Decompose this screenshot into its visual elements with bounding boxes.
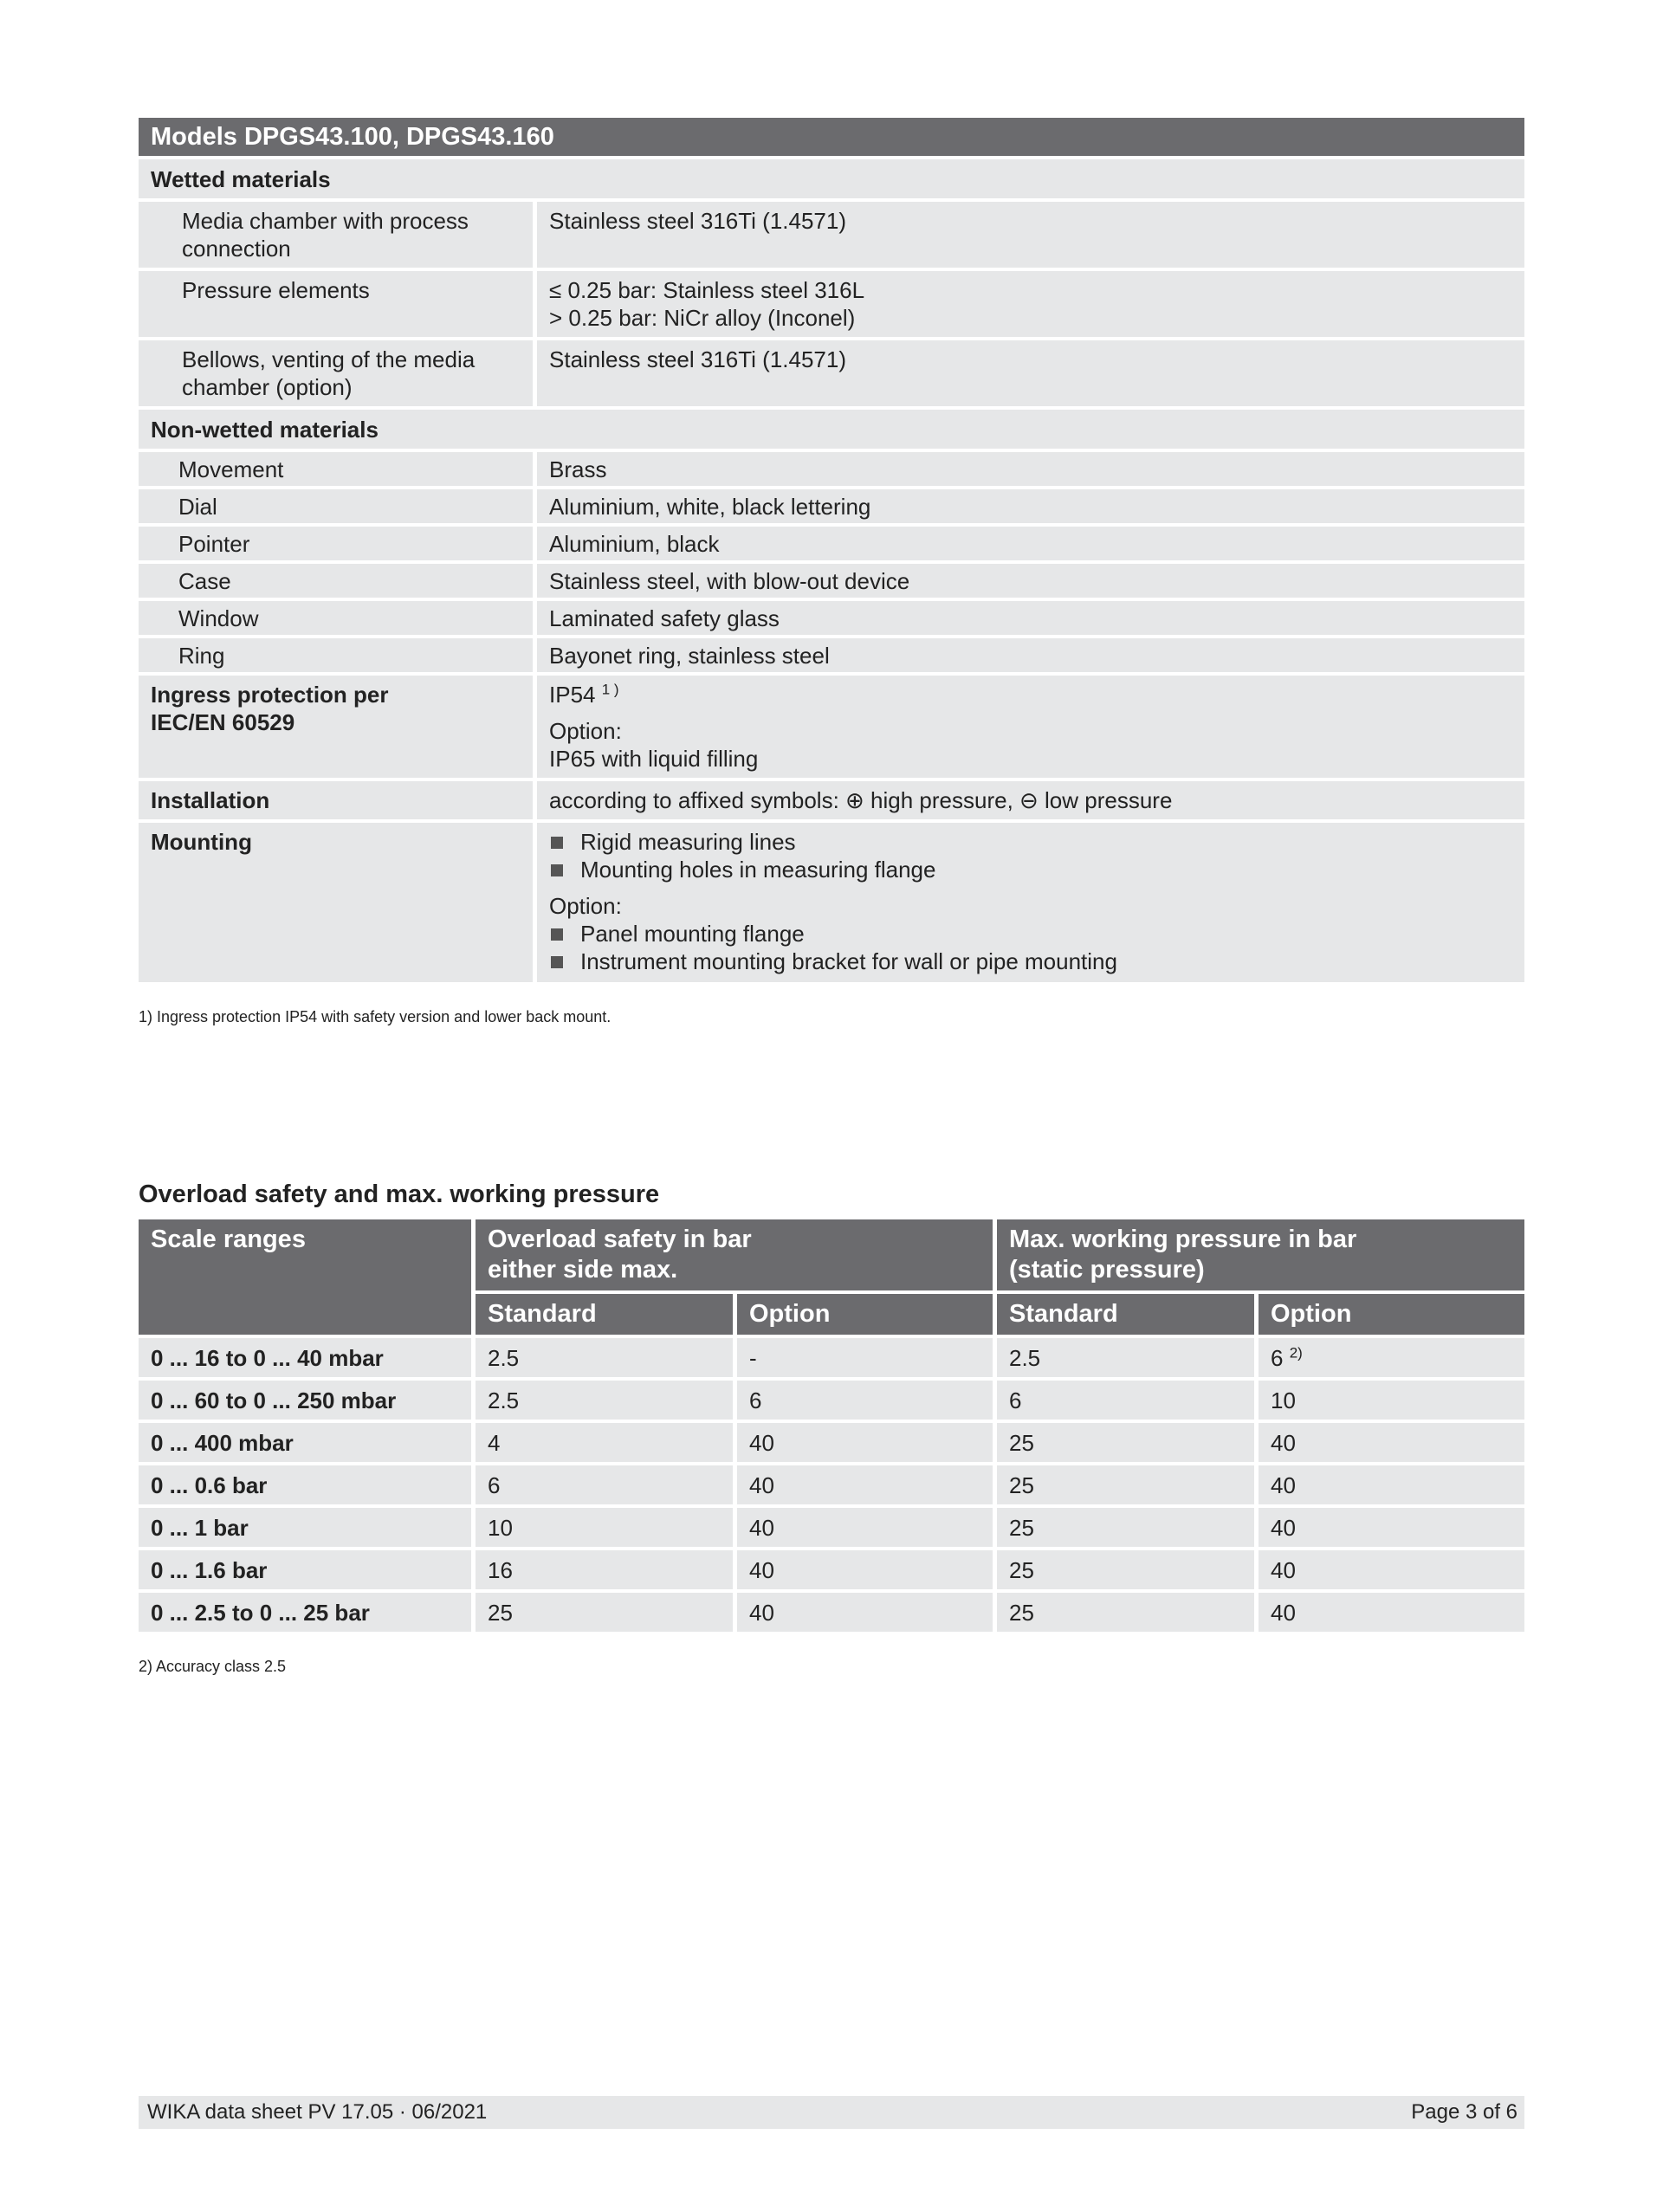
value-line: ≤ 0.25 bar: Stainless steel 316L bbox=[549, 277, 865, 303]
table-cell: 6 bbox=[733, 1381, 993, 1420]
table-row bbox=[139, 1423, 1524, 1462]
table-cell: 10 bbox=[471, 1508, 733, 1547]
row-label: Media chamber with process connection bbox=[139, 202, 537, 268]
row-label: Pointer bbox=[139, 527, 537, 560]
row-label: Pressure elements bbox=[139, 271, 537, 337]
row-value bbox=[537, 676, 1524, 778]
option-label: Option: bbox=[549, 718, 622, 744]
footnote: 1) Ingress protection IP54 with safety version and lower back mount. bbox=[139, 1008, 611, 1025]
header-line: Overload safety in bar bbox=[488, 1226, 752, 1253]
table-cell: - bbox=[733, 1338, 993, 1377]
footnote-ref: 1 ) bbox=[601, 681, 619, 698]
row-value: Stainless steel 316Ti (1.4571) bbox=[537, 202, 1524, 268]
list-item: Rigid measuring lines bbox=[549, 828, 1512, 856]
list-item: Panel mounting flange bbox=[549, 920, 1512, 948]
scale-range: 0 ... 0.6 bar bbox=[139, 1465, 471, 1504]
table-cell: 25 bbox=[993, 1423, 1254, 1462]
row-value: according to affixed symbols: ⊕ high pressure, ⊖ low pressure bbox=[537, 781, 1524, 819]
row-label: Movement bbox=[139, 452, 537, 486]
wetted-heading: Wetted materials bbox=[139, 159, 1524, 198]
list-item: Instrument mounting bracket for wall or pipe mounting bbox=[549, 948, 1512, 975]
table-cell: 40 bbox=[1254, 1423, 1524, 1462]
table-row bbox=[139, 1550, 1524, 1589]
table-row bbox=[139, 452, 1524, 486]
table-cell: 40 bbox=[733, 1508, 993, 1547]
page-content bbox=[139, 118, 1524, 1676]
table-cell: 40 bbox=[1254, 1593, 1524, 1632]
column-header: Option bbox=[733, 1294, 993, 1335]
row-value bbox=[537, 271, 1524, 337]
table-cell: 2.5 bbox=[471, 1338, 733, 1377]
table-cell: 25 bbox=[993, 1508, 1254, 1547]
materials-table bbox=[139, 114, 1524, 986]
row-label: Window bbox=[139, 601, 537, 635]
table-row bbox=[139, 638, 1524, 672]
row-value: Aluminium, black bbox=[537, 527, 1524, 560]
section-heading: Overload safety and max. working pressure bbox=[139, 1180, 660, 1208]
table-row bbox=[139, 271, 1524, 337]
option-value: IP65 with liquid filling bbox=[549, 746, 759, 772]
table-cell bbox=[1254, 1338, 1524, 1377]
table-cell: 16 bbox=[471, 1550, 733, 1589]
ingress-code: IP54 bbox=[549, 682, 596, 708]
table-row bbox=[139, 564, 1524, 598]
header-line: Max. working pressure in bar bbox=[1009, 1226, 1357, 1253]
nonwetted-heading: Non-wetted materials bbox=[139, 410, 1524, 449]
table-cell: 4 bbox=[471, 1423, 733, 1462]
table-row bbox=[139, 527, 1524, 560]
table-cell: 25 bbox=[993, 1593, 1254, 1632]
table-cell: 2.5 bbox=[471, 1381, 733, 1420]
table-cell: 6 bbox=[993, 1381, 1254, 1420]
table-cell: 40 bbox=[1254, 1550, 1524, 1589]
header-line: either side max. bbox=[488, 1256, 678, 1284]
column-header bbox=[471, 1219, 993, 1290]
datasheet-reference: WIKA data sheet PV 17.05 · 06/2021 bbox=[147, 2100, 488, 2124]
table-cell: 25 bbox=[993, 1465, 1254, 1504]
list-item: Mounting holes in measuring flange bbox=[549, 856, 1512, 883]
table-cell: 40 bbox=[733, 1593, 993, 1632]
row-label: Case bbox=[139, 564, 537, 598]
row-label: Dial bbox=[139, 489, 537, 523]
table-row bbox=[139, 1381, 1524, 1420]
row-value: Stainless steel, with blow-out device bbox=[537, 564, 1524, 598]
scale-range: 0 ... 60 to 0 ... 250 mbar bbox=[139, 1381, 471, 1420]
scale-range: 0 ... 2.5 to 0 ... 25 bar bbox=[139, 1593, 471, 1632]
table-row bbox=[139, 1338, 1524, 1377]
table-row bbox=[139, 202, 1524, 268]
table-cell: 40 bbox=[1254, 1465, 1524, 1504]
scale-range: 0 ... 400 mbar bbox=[139, 1423, 471, 1462]
page-number: Page 3 of 6 bbox=[1411, 2100, 1517, 2124]
column-header bbox=[993, 1219, 1524, 1290]
table-row bbox=[139, 676, 1524, 778]
row-value: Laminated safety glass bbox=[537, 601, 1524, 635]
scale-range: 0 ... 1.6 bar bbox=[139, 1550, 471, 1589]
materials-title: Models DPGS43.100, DPGS43.160 bbox=[139, 118, 1524, 156]
table-cell: 40 bbox=[733, 1550, 993, 1589]
row-value: Bayonet ring, stainless steel bbox=[537, 638, 1524, 672]
cell-value: 6 bbox=[1271, 1345, 1284, 1371]
table-row bbox=[139, 340, 1524, 406]
table-cell: 40 bbox=[733, 1465, 993, 1504]
scale-range: 0 ... 16 to 0 ... 40 mbar bbox=[139, 1338, 471, 1377]
table-cell: 40 bbox=[1254, 1508, 1524, 1547]
row-value: Brass bbox=[537, 452, 1524, 486]
table-row bbox=[139, 1593, 1524, 1632]
table-cell: 40 bbox=[733, 1423, 993, 1462]
value-line: > 0.25 bar: NiCr alloy (Inconel) bbox=[549, 305, 856, 331]
row-label: Mounting bbox=[139, 823, 537, 982]
row-label bbox=[139, 676, 537, 778]
overload-table bbox=[139, 1216, 1524, 1635]
column-header: Standard bbox=[993, 1294, 1254, 1335]
table-cell: 10 bbox=[1254, 1381, 1524, 1420]
footnote-ref: 2) bbox=[1289, 1344, 1303, 1361]
header-line: (static pressure) bbox=[1009, 1256, 1205, 1284]
page-footer bbox=[139, 2096, 1524, 2129]
table-row bbox=[139, 489, 1524, 523]
column-header: Scale ranges bbox=[139, 1219, 471, 1335]
table-row bbox=[139, 601, 1524, 635]
row-value: Aluminium, white, black lettering bbox=[537, 489, 1524, 523]
column-header: Option bbox=[1254, 1294, 1524, 1335]
row-label: Bellows, venting of the media chamber (option) bbox=[139, 340, 537, 406]
footnote: 2) Accuracy class 2.5 bbox=[139, 1658, 287, 1675]
row-label: Ring bbox=[139, 638, 537, 672]
label-line: Ingress protection per bbox=[151, 682, 389, 708]
ingress-value bbox=[549, 681, 1512, 708]
table-row bbox=[139, 1465, 1524, 1504]
column-header: Standard bbox=[471, 1294, 733, 1335]
table-cell: 2.5 bbox=[993, 1338, 1254, 1377]
row-label: Installation bbox=[139, 781, 537, 819]
row-value bbox=[537, 823, 1524, 982]
table-row bbox=[139, 781, 1524, 819]
table-cell: 25 bbox=[993, 1550, 1254, 1589]
label-line: IEC/EN 60529 bbox=[151, 709, 295, 735]
row-value: Stainless steel 316Ti (1.4571) bbox=[537, 340, 1524, 406]
scale-range: 0 ... 1 bar bbox=[139, 1508, 471, 1547]
table-row bbox=[139, 1508, 1524, 1547]
table-row bbox=[139, 823, 1524, 982]
table-cell: 6 bbox=[471, 1465, 733, 1504]
table-cell: 25 bbox=[471, 1593, 733, 1632]
option-label: Option: bbox=[549, 893, 622, 919]
